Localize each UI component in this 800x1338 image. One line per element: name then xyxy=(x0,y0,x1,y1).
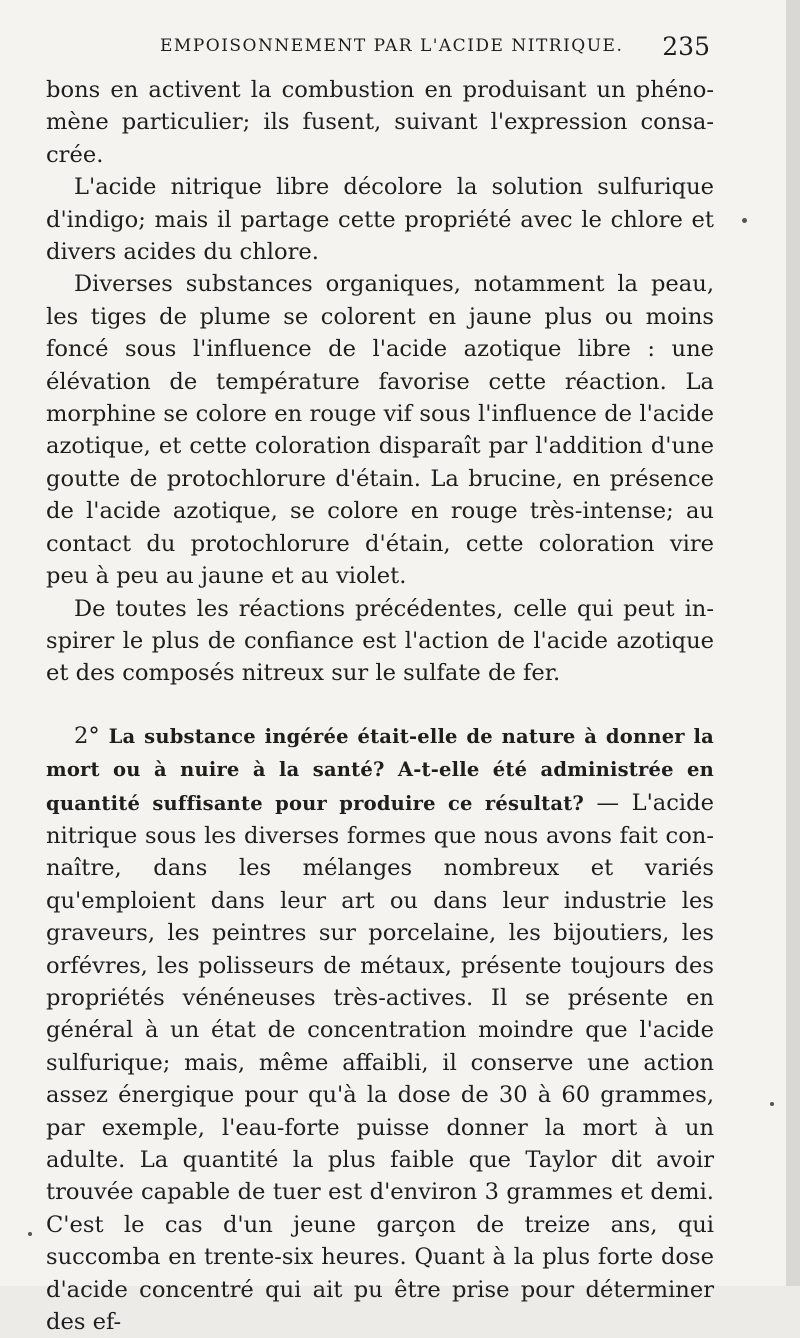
question-heading: La substance ingérée était-elle de nature à donner la mort ou à nuire à la santé? A-t-elle été administrée en quantité suffisante pour produire ce résultat? xyxy=(46,724,714,815)
question-number: 2° xyxy=(74,722,100,749)
question-paragraph xyxy=(46,720,714,1338)
margin-speck xyxy=(742,218,747,223)
page-header xyxy=(160,32,720,66)
paragraph-reactions-confidence: De toutes les réactions précédentes, celle qui peut inspirer le plus de confiance est l'action de l'acide azotique et des composés nitreux sur le sulfate de fer. xyxy=(46,595,714,687)
page-number: 235 xyxy=(662,32,710,61)
page-body xyxy=(46,74,714,1338)
question-dash: — xyxy=(596,789,620,816)
paragraph-indigo: L'acide nitrique libre décolore la solution sulfurique d'indigo; mais il partage cette propriété avec le chlore et divers acides du chlore. xyxy=(46,174,714,266)
question-text: L'acide nitrique sous les diverses formes que nous avons fait connaître, dans les mélanges nombreux et variés qu'emploient dans leur art ou dans leur industrie les graveurs, les peintres sur porcelaine, les bijoutiers, les orfévres, les polisseurs de métaux, présente toujours des propriétés vénéneuses très-actives. Il se présente en général à un état de concentration moindre que l'acide sulfurique; mais, même affaibli, il conserve une action assez énergique pour qu'à la dose de 30 à 60 grammes, par exemple, l'eau-forte puisse donner la mort à un adulte. La quantité la plus faible que Taylor dit avoir trouvée capable de tuer est d'environ 3 grammes et demi. C'est le cas d'un jeune garçon de treize ans, qui succomba en trente-six heures. Quant à la plus forte dose d'acide concentré qui ait pu être prise pour déterminer des ef- xyxy=(46,789,714,1336)
paragraph-organic-substances: Diverses substances organiques, notamment la peau, les tiges de plume se colorent en jaune plus ou moins foncé sous l'influence de l'acide azotique libre : une élévation de température favorise cette réaction. La morphine se colore en rouge vif sous l'influence de l'acide azotique, et cette coloration disparaît par l'addition d'une goutte de protochlorure d'étain. La brucine, en présence de l'acide azotique, se colore en rouge très-intense; au contact du protochlorure d'étain, cette coloration vire peu à peu au jaune et au violet. xyxy=(46,271,714,590)
margin-speck xyxy=(28,1232,32,1236)
paragraph-continuation: bons en activent la combustion en produisant un phénomène particulier; ils fusent, suivant l'expression consacrée. xyxy=(46,77,714,168)
running-title: EMPOISONNEMENT PAR L'ACIDE NITRIQUE. xyxy=(160,36,624,56)
margin-speck xyxy=(770,1102,774,1106)
